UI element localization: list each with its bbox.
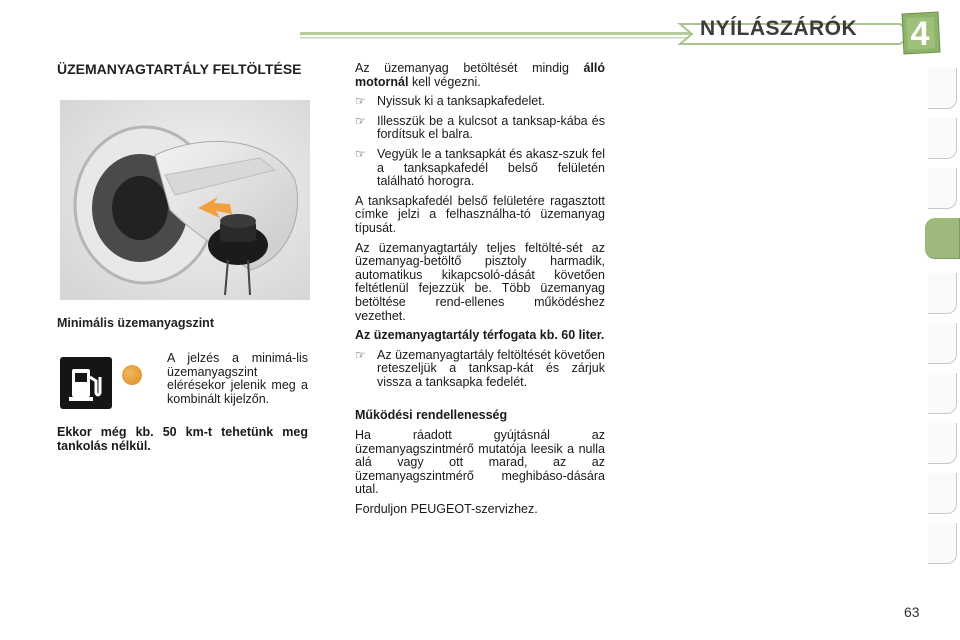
range-note: Ekkor még kb. 50 km-t tehetünk meg tankolás nélkül.	[57, 425, 308, 453]
section-title: ÜZEMANYAGTARTÁLY FELTÖLTÉSE	[57, 61, 302, 77]
step-item: ☞ Az üzemanyagtartály feltöltését követően reteszeljük a tanksap-kát és zárjuk vissza a tanksapka fedelét.	[355, 347, 605, 389]
chapter-tab[interactable]	[928, 373, 957, 414]
step-item: ☞ Illesszük be a kulcsot a tanksap-kába és fordítsuk el balra.	[355, 113, 605, 142]
service-paragraph: Forduljon PEUGEOT-szervizhez.	[355, 502, 538, 517]
step-item: ☞ Nyissuk ki a tanksapkafedelet.	[355, 94, 546, 109]
chapter-tab[interactable]	[928, 423, 957, 464]
intro-paragraph: Az üzemanyag betöltését mindig álló motornál kell végezni.	[355, 61, 605, 89]
chapter-tab[interactable]	[928, 523, 957, 564]
page-title: NYÍLÁSZÁRÓK	[700, 17, 858, 40]
page-number: 63	[904, 604, 920, 620]
warning-lamp-text: A jelzés a minimá-lis üzemanyagszint elérésekor jelenik meg a kombinált kijelzőn.	[167, 351, 308, 406]
chapter-number: 4	[910, 15, 930, 53]
malfunction-paragraph: Ha ráadott gyújtásnál az üzemanyagszintmérő mutatója leesik a nulla alá vagy ott marad, az az üzemanyagszintmérő meghibáso-dására utal.	[355, 428, 605, 497]
step-item: ☞ Vegyük le a tanksapkát és akasz-szuk fel a tanksapkafedél belső felületén található horogra.	[355, 146, 605, 189]
chapter-tab[interactable]	[928, 168, 957, 209]
chapter-tab-active[interactable]	[925, 218, 960, 259]
pointer-icon: ☞	[355, 347, 366, 362]
instructions-column	[355, 62, 605, 523]
pointer-icon: ☞	[355, 146, 366, 161]
tank-capacity: Az üzemanyagtartály térfogata kb. 60 liter.	[355, 328, 605, 343]
malfunction-heading: Működési rendellenesség	[355, 408, 508, 423]
chapter-tab[interactable]	[928, 473, 957, 514]
chapter-tab[interactable]	[928, 273, 957, 314]
chapter-tab[interactable]	[928, 68, 957, 109]
chapter-tab[interactable]	[928, 323, 957, 364]
warning-lamp-icon	[122, 365, 142, 385]
full-fill-paragraph: Az üzemanyagtartály teljes feltölté-sét az üzemanyag-betöltő pisztoly harmadik, automatikus kikapcsoló-dását követően feltétlenül fejezzük be. Több üzemanyag betöltése rend-ellenes működéshez vezethet.	[355, 240, 605, 323]
fuel-filler-cap-photo	[60, 100, 310, 300]
pointer-icon: ☞	[355, 94, 366, 109]
label-paragraph: A tanksapkafedél belső felületére ragasztott címke jelzi a felhasználha-tó üzemanyag típusát.	[355, 193, 605, 235]
fuel-pump-icon	[60, 357, 112, 409]
chapter-tabs	[928, 68, 960, 578]
pointer-icon: ☞	[355, 113, 366, 128]
chapter-tab[interactable]	[928, 118, 957, 159]
minimum-level-heading: Minimális üzemanyagszint	[57, 316, 214, 330]
